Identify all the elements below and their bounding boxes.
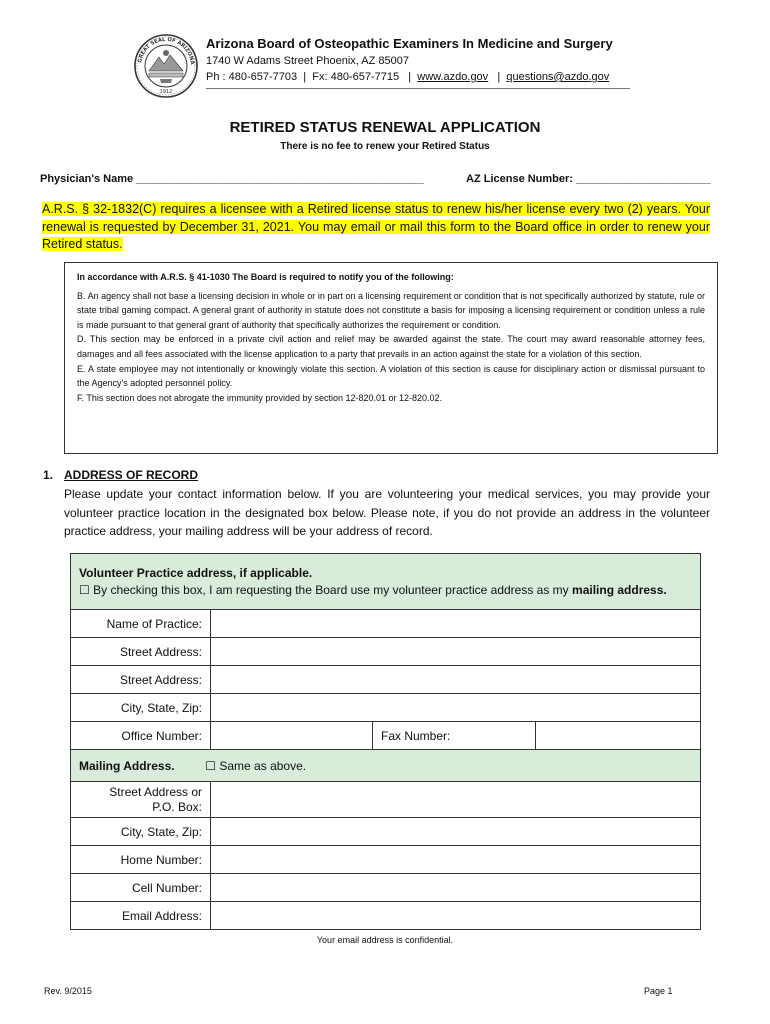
volunteer-heading: Volunteer Practice address, if applicable. <box>79 565 313 580</box>
street-po-box-label <box>71 782 211 818</box>
volunteer-check-bold: mailing address. <box>572 582 667 597</box>
email-address-label: Email Address: <box>71 902 211 930</box>
separator: | <box>408 71 412 83</box>
header-divider <box>206 88 630 89</box>
notice-item: D. This section may be enforced in a private civil action and relief may be awarded against the state. The court may award reasonable attorney fees, damages and all fees associated with the license application to a party that prevails in an action against the state for a violation of this section. <box>77 334 705 359</box>
page-number: Page 1 <box>644 986 673 996</box>
org-address: 1740 W Adams Street Phoenix, AZ 85007 <box>206 55 410 67</box>
home-number-label: Home Number: <box>71 846 211 874</box>
name-of-practice-input[interactable] <box>211 610 701 638</box>
notice-item: E. A state employee may not intentionally or knowingly violate this section. A violation of this section is cause for disciplinary action or dismissal pursuant to the Agency's adopted personnel policy. <box>77 363 705 389</box>
volunteer-practice-header <box>71 554 701 610</box>
section-number: 1. <box>43 468 54 482</box>
email-address-input[interactable] <box>211 902 701 930</box>
document-title: RETIRED STATUS RENEWAL APPLICATION <box>229 119 541 136</box>
org-fax: Fx: 480-657-7715 <box>312 71 400 83</box>
separator: | <box>303 71 307 83</box>
cell-number-input[interactable] <box>211 874 701 902</box>
name-of-practice-label: Name of Practice: <box>71 610 211 638</box>
physician-name-label: Physician's Name <box>40 173 134 185</box>
same-as-above-checkbox[interactable]: ☐ <box>205 758 217 773</box>
org-name: Arizona Board of Osteopathic Examiners In Medicine and Surgery <box>206 36 613 51</box>
mailing-street-input[interactable] <box>211 782 701 818</box>
cell-number-label: Cell Number: <box>71 874 211 902</box>
org-website-link[interactable]: www.azdo.gov <box>417 71 489 83</box>
same-as-above-label: Same as above. <box>219 758 307 773</box>
arizona-state-seal-icon <box>133 33 199 99</box>
notice-heading: In accordance with A.R.S. § 41-1030 The Board is required to notify you of the following: <box>77 272 454 282</box>
mailing-address-header <box>71 750 701 782</box>
highlighted-text: A.R.S. § 32-1832(C) requires a licensee with a Retired license status to renew his/her license every two (2) years. Your renewal is requested by December 31, 2021. You may email or mail this form to the Board office in order to renew your Retired status. <box>42 202 710 251</box>
street-address-label: Street Address: <box>71 638 211 666</box>
fax-number-input[interactable] <box>536 722 701 750</box>
svg-text:GREAT SEAL OF ARIZONA: GREAT SEAL OF ARIZONA <box>137 36 196 65</box>
mailing-city-state-zip-input[interactable] <box>211 818 701 846</box>
street-po-line2: P.O. Box: <box>152 799 202 814</box>
svg-text:1912: 1912 <box>159 89 173 95</box>
license-number-blank[interactable]: ______________________ <box>576 173 711 185</box>
volunteer-address-checkbox[interactable]: ☐ <box>79 582 90 597</box>
section-title: ADDRESS OF RECORD <box>64 468 199 482</box>
statutory-notice-box <box>64 262 718 454</box>
mailing-address-label: Mailing Address. <box>79 758 175 773</box>
separator: | <box>497 71 501 83</box>
notice-item: F. This section does not abrogate the immunity provided by section 12-820.01 or 12-820.02. <box>77 392 443 403</box>
section-instructions: Please update your contact information below. If you are volunteering your medical services, you may provide your volunteer practice location in the designated box below. Please note, if you do not provide an address in the volunteer practice address, your mailing address will be your address of record. <box>64 487 710 538</box>
org-email-link[interactable]: questions@azdo.gov <box>506 71 610 83</box>
street-address-label: Street Address: <box>71 666 211 694</box>
fax-number-label: Fax Number: <box>373 722 536 750</box>
city-state-zip-label: City, State, Zip: <box>71 818 211 846</box>
physician-name-row <box>40 173 424 185</box>
street-address-input[interactable] <box>211 638 701 666</box>
license-number-label: AZ License Number: <box>466 173 573 185</box>
email-confidential-note: Your email address is confidential. <box>316 935 454 945</box>
physician-name-blank[interactable]: _______________________________________________ <box>136 173 424 185</box>
revision-label: Rev. 9/2015 <box>44 986 92 996</box>
address-form-table <box>70 553 701 930</box>
street-address-2-input[interactable] <box>211 666 701 694</box>
license-number-row <box>466 173 711 185</box>
office-number-label: Office Number: <box>71 722 211 750</box>
document-subtitle: There is no fee to renew your Retired Status <box>280 141 490 152</box>
org-phone: Ph : 480-657-7703 <box>206 71 298 83</box>
home-number-input[interactable] <box>211 846 701 874</box>
volunteer-check-text: By checking this box, I am requesting the Board use my volunteer practice address as my <box>93 582 569 597</box>
city-state-zip-input[interactable] <box>211 694 701 722</box>
office-number-input[interactable] <box>211 722 373 750</box>
renewal-requirement-notice <box>42 201 710 254</box>
notice-item: B. An agency shall not base a licensing decision in whole or in part on a licensing requirement or condition that is not specifically authorized by statute, rule or state tribal gaming compact. A general grant of authority in statute does not constitute a basis for imposing a licensing requirement or condition unless a rule is made pursuant to that general grant of authority that specifically authorizes the requirement or condition. <box>77 290 705 330</box>
org-contact-line <box>206 71 609 83</box>
city-state-zip-label: City, State, Zip: <box>71 694 211 722</box>
street-po-line1: Street Address or <box>109 784 202 799</box>
